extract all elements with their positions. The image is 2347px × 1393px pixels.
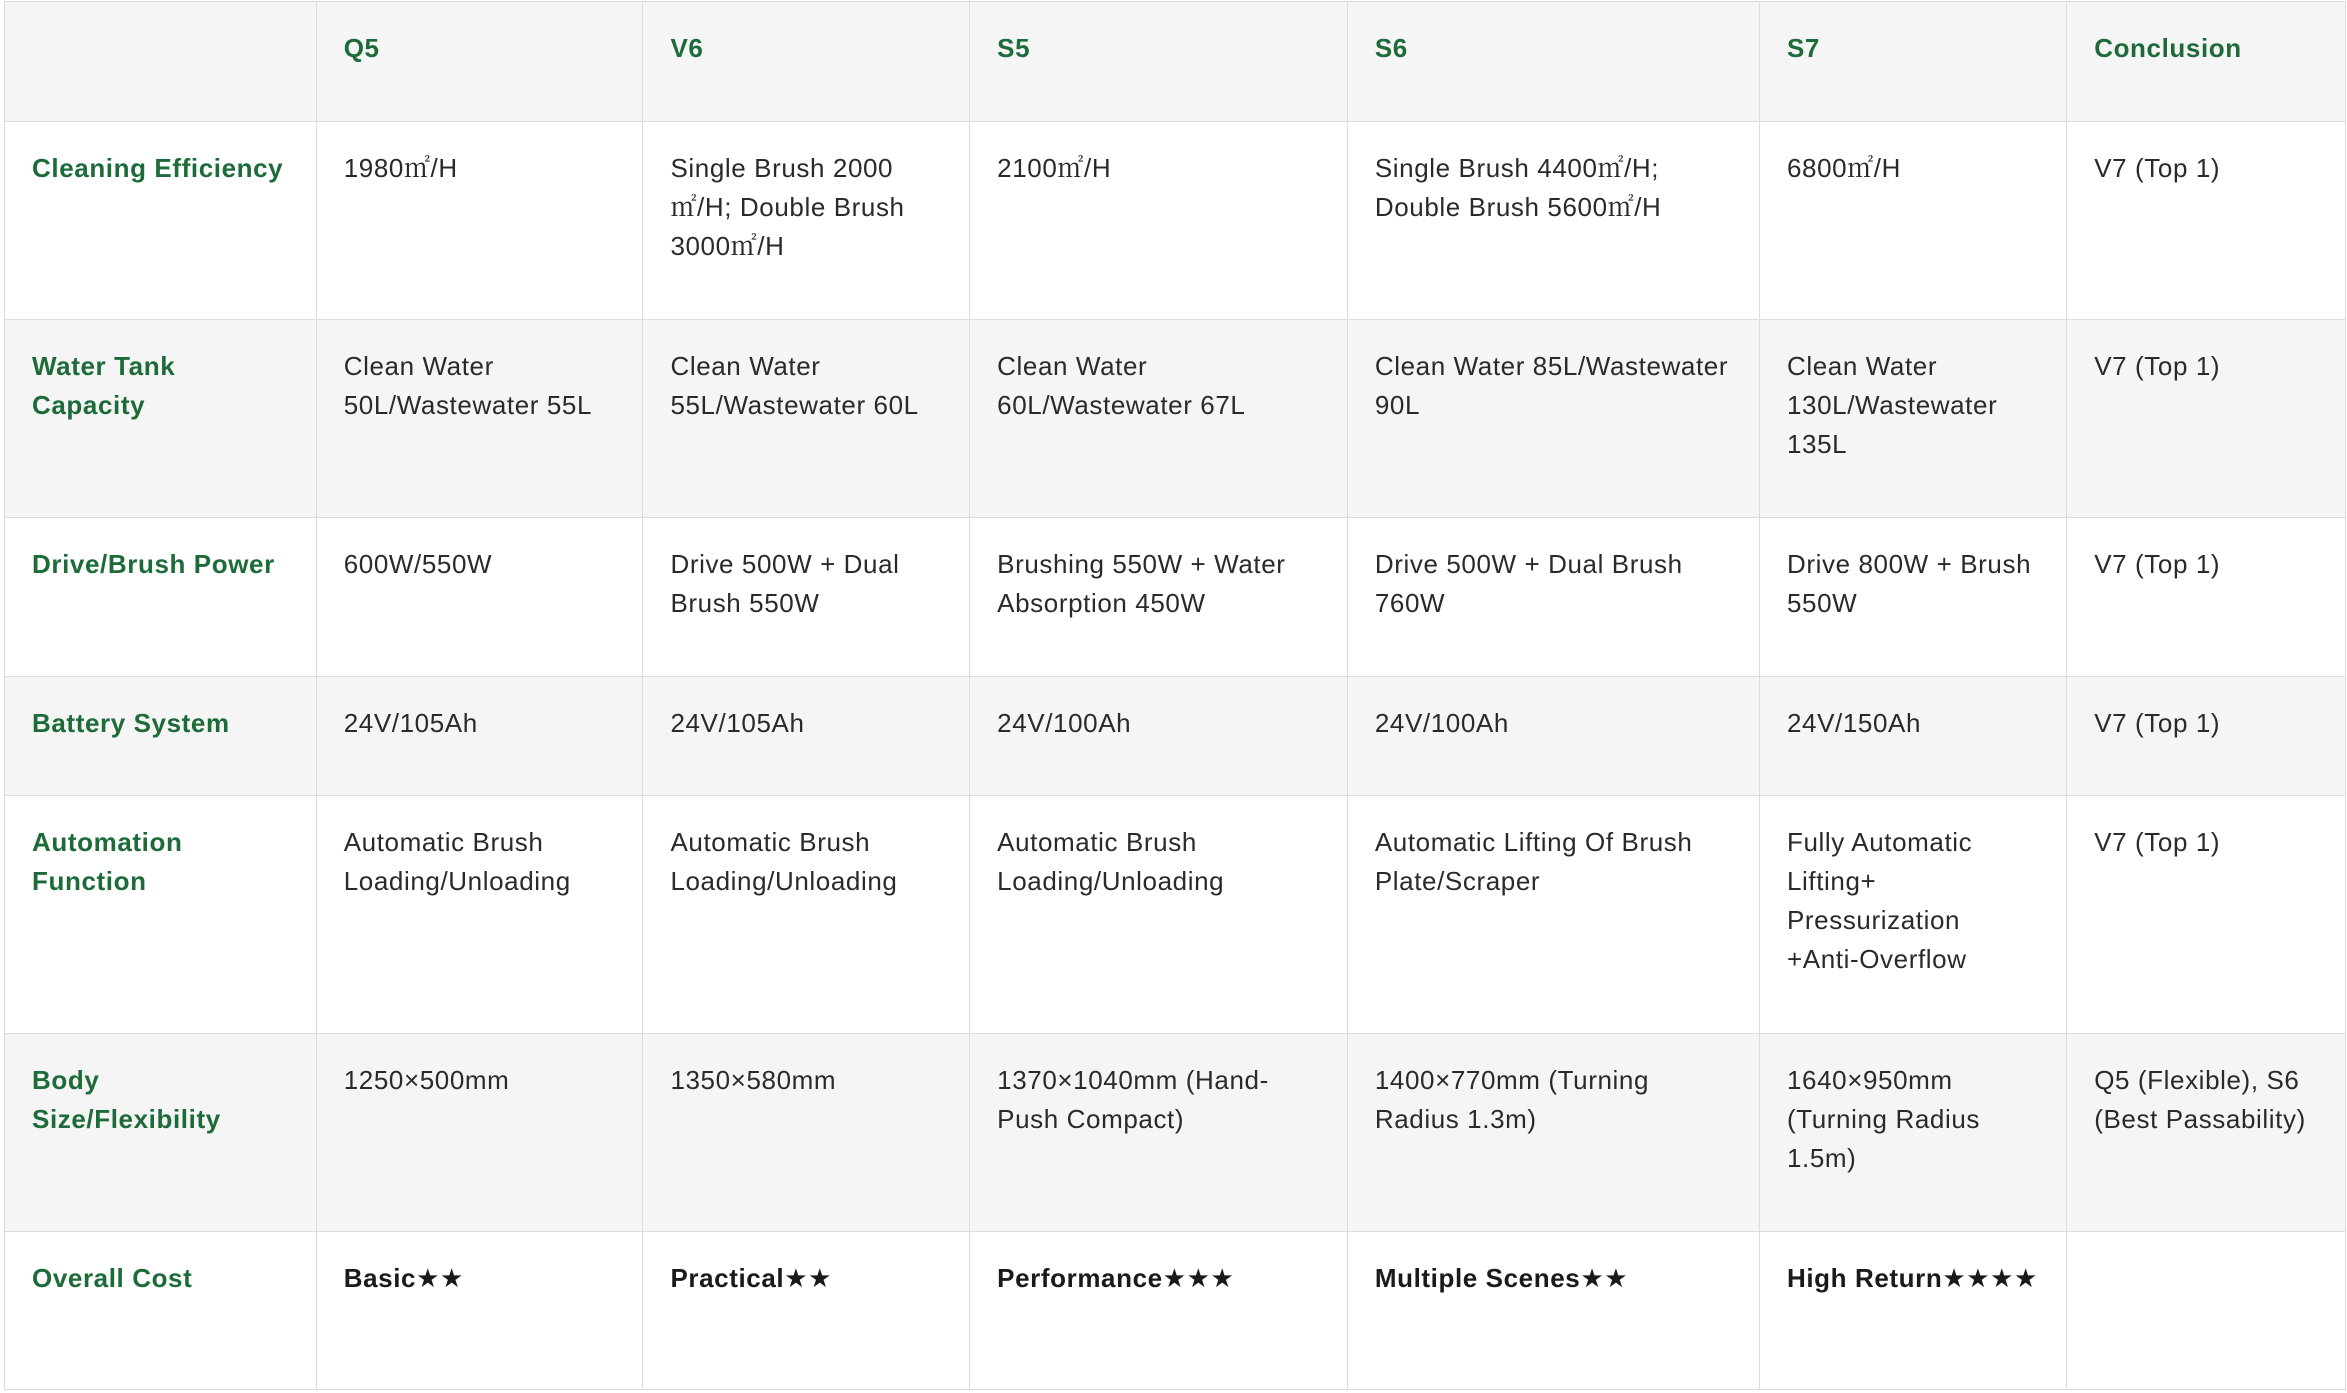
header-cell-s5: S5 (970, 2, 1348, 122)
row-label: Water Tank Capacity (5, 320, 317, 518)
header-row (5, 2, 2346, 122)
row-label: Cleaning Efficiency (5, 122, 317, 320)
cost-rating-cell: Multiple Scenes★★ (1347, 1232, 1759, 1390)
cost-rating-cell: High Return★★★★ (1759, 1232, 2066, 1390)
cost-rating-cell: Performance★★★ (970, 1232, 1348, 1390)
table-cell: 6800㎡/H (1759, 122, 2066, 320)
table-cell: Automatic Brush Loading/Unloading (970, 796, 1348, 1034)
table-cell: 1250×500mm (316, 1034, 643, 1232)
header-cell-v6: V6 (643, 2, 970, 122)
table-cell: Clean Water 130L/Wastewater 135L (1759, 320, 2066, 518)
row-label: Battery System (5, 677, 317, 796)
table-row-battery-system (5, 677, 2346, 796)
table-cell: Brushing 550W + Water Absorption 450W (970, 518, 1348, 677)
row-label: Body Size/Flexibility (5, 1034, 317, 1232)
table-row-cleaning-efficiency (5, 122, 2346, 320)
table-cell: Automatic Brush Loading/Unloading (643, 796, 970, 1034)
table-cell: Clean Water 55L/Wastewater 60L (643, 320, 970, 518)
table-cell: Automatic Lifting Of Brush Plate/Scraper (1347, 796, 1759, 1034)
table-cell: 1980㎡/H (316, 122, 643, 320)
table-cell: Clean Water 85L/Wastewater 90L (1347, 320, 1759, 518)
table-cell: V7 (Top 1) (2067, 122, 2346, 320)
header-cell-conclusion: Conclusion (2067, 2, 2346, 122)
table-cell: Fully Automatic Lifting+ Pressurization +Anti-Overflow (1759, 796, 2066, 1034)
cost-rating-cell: Practical★★ (643, 1232, 970, 1390)
table-cell: 1640×950mm (Turning Radius 1.5m) (1759, 1034, 2066, 1232)
table-row-water-tank-capacity (5, 320, 2346, 518)
table-cell: 24V/105Ah (643, 677, 970, 796)
table-cell: Drive 500W + Dual Brush 550W (643, 518, 970, 677)
table-row-automation-function (5, 796, 2346, 1034)
table-cell: 1370×1040mm (Hand-Push Compact) (970, 1034, 1348, 1232)
row-label: Drive/Brush Power (5, 518, 317, 677)
header-cell-q5: Q5 (316, 2, 643, 122)
table-cell: 1400×770mm (Turning Radius 1.3m) (1347, 1034, 1759, 1232)
table-cell: V7 (Top 1) (2067, 320, 2346, 518)
table-row-drive-brush-power (5, 518, 2346, 677)
table-cell: Q5 (Flexible), S6 (Best Passability) (2067, 1034, 2346, 1232)
header-cell-s6: S6 (1347, 2, 1759, 122)
table-cell: Single Brush 4400㎡/H; Double Brush 5600㎡/H (1347, 122, 1759, 320)
table-cell: 24V/100Ah (970, 677, 1348, 796)
table-cell: Clean Water 50L/Wastewater 55L (316, 320, 643, 518)
table-cell: Clean Water 60L/Wastewater 67L (970, 320, 1348, 518)
table-cell: V7 (Top 1) (2067, 796, 2346, 1034)
table-cell: V7 (Top 1) (2067, 518, 2346, 677)
row-label: Overall Cost (5, 1232, 317, 1390)
header-cell-empty (5, 2, 317, 122)
table-cell: 24V/100Ah (1347, 677, 1759, 796)
table-cell: Drive 800W + Brush 550W (1759, 518, 2066, 677)
table-cell: 1350×580mm (643, 1034, 970, 1232)
row-label: Automation Function (5, 796, 317, 1034)
product-comparison-table (4, 1, 2346, 1390)
table-cell: 24V/150Ah (1759, 677, 2066, 796)
table-cell: V7 (Top 1) (2067, 677, 2346, 796)
table-cell: 2100㎡/H (970, 122, 1348, 320)
cost-rating-cell: Basic★★ (316, 1232, 643, 1390)
table-cell: Drive 500W + Dual Brush 760W (1347, 518, 1759, 677)
table-row-body-size-flexibility (5, 1034, 2346, 1232)
table-cell: Automatic Brush Loading/Unloading (316, 796, 643, 1034)
table-row-overall-cost (5, 1232, 2346, 1390)
header-cell-s7: S7 (1759, 2, 2066, 122)
table-cell: 600W/550W (316, 518, 643, 677)
cost-rating-cell (2067, 1232, 2346, 1390)
table-cell: Single Brush 2000㎡/H; Double Brush 3000㎡/H (643, 122, 970, 320)
table-cell: 24V/105Ah (316, 677, 643, 796)
